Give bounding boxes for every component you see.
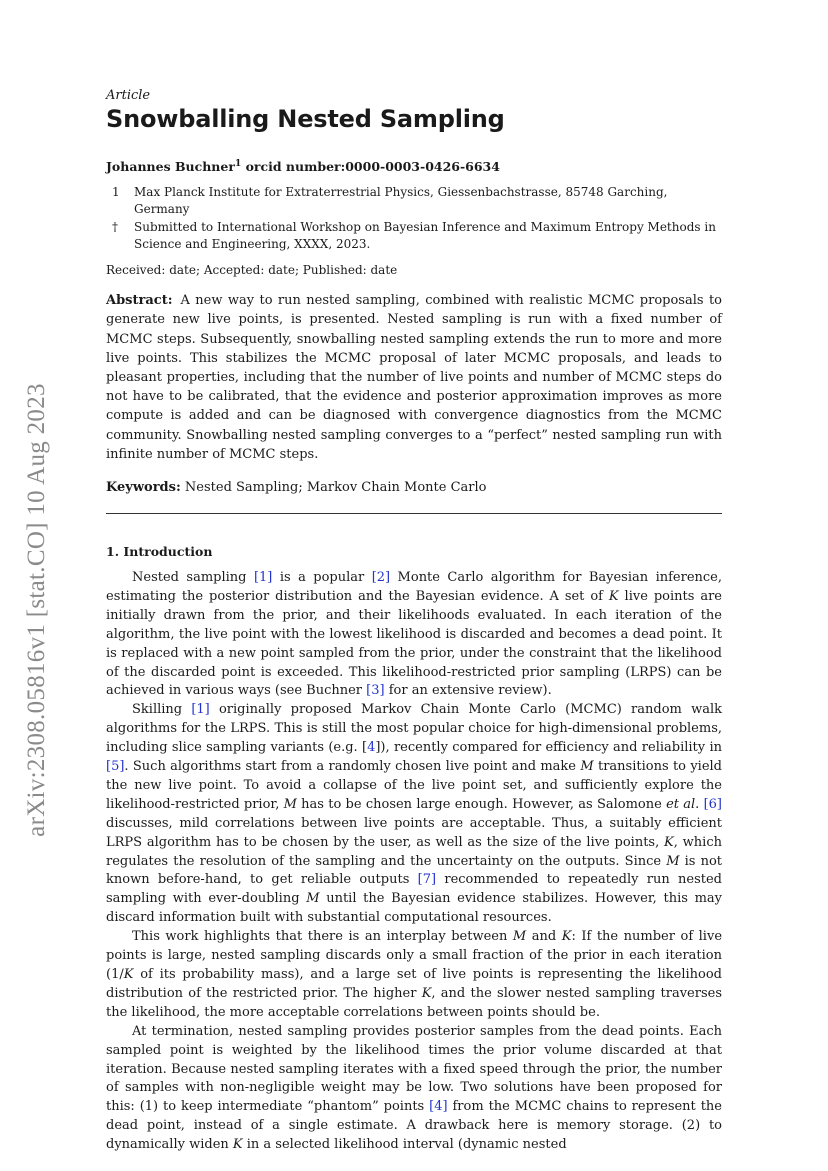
citation-link[interactable]: 4: [367, 740, 376, 756]
affiliation-text: Max Planck Institute for Extraterrestrial Physics, Giessenbachstrasse, 85748 Garching, Germany: [134, 185, 668, 217]
keywords-text: Nested Sampling; Markov Chain Monte Carlo: [184, 479, 487, 495]
math-var: K: [421, 985, 432, 1001]
paper-title: Snowballing Nested Sampling: [106, 105, 505, 133]
arxiv-side-stamp: [14, 355, 60, 865]
citation-link[interactable]: [4]: [429, 1099, 448, 1115]
math-var: M: [580, 759, 594, 775]
citation-link[interactable]: [1]: [253, 569, 273, 585]
intro-paragraph-2: Skilling [1] originally proposed Markov Chain Monte Carlo (MCMC) random walk algorithms for the LRPS. This is still the most popular choice for high-dimensional problems, including slice sampling variants (e.g. [4]), recently compared for efficiency and reliability in [5]. Such algorithms start from a randomly chosen live point and make M transitions to yield the new live point. To avoid a collapse of the live point set, and sufficiently explore the likelihood-restricted prior, M has to be chosen large enough. However, as Salomone et al. [6] discusses, mild correlations between live points are acceptable. Thus, a suitably efficient LRPS algorithm has to be chosen by the user, as well as the size of the live points, K, which regulates the resolution of the sampling and the uncertainty on the outputs. Since M is not known before-hand, to get reliable outputs [7] recommended to repeatedly run nested sampling with ever-doubling M until the Bayesian evidence stabilizes. However, this may discard information built with substantial computational resources.: [106, 702, 723, 926]
math-var: K: [561, 929, 572, 945]
header-divider: [106, 513, 722, 514]
paper-page: [106, 88, 722, 1155]
math-var: K: [664, 834, 674, 850]
section-heading: 1. Introduction: [106, 543, 213, 559]
intro-paragraph-4: At termination, nested sampling provides posterior samples from the dead points. Each sampled point is weighted by the likelihood times the prior volume discarded at that iteration. Because nested sampling iterates with a fixed speed through the prior, the number of samples with non-negligible weight may be low. Two solutions have been proposed for this: (1) to keep intermediate “phantom” points [4] from the MCMC chains to represent the dead point, instead of a single estimate. A drawback here is memory storage. (2) to dynamically widen K in a selected likelihood interval (dynamic nested: [106, 1023, 722, 1153]
abstract-text: A new way to run nested sampling, combined with realistic MCMC proposals to generate new live points, is presented. Nested sampling is run with a fixed number of MCMC steps. Subsequently, snowballing nested sampling extends the run to more and more live points. This stabilizes the MCMC proposal of later MCMC proposals, and leads to pleasant properties, including that the number of live points and number of MCMC steps do not have to be calibrated, that the evidence and posterior approximation improves as more compute is added and can be diagnosed with convergence diagnostics from the MCMC community. Snowballing nested sampling converges to a “perfect” nested sampling run with infinite number of MCMC steps.: [106, 293, 722, 462]
author-name: Johannes Buchner: [106, 159, 235, 175]
author-orcid: orcid number:0000-0003-0426-6634: [245, 159, 500, 175]
math-var: M: [666, 853, 680, 869]
citation-link[interactable]: [6]: [703, 796, 723, 812]
citation-link[interactable]: [5]: [106, 759, 125, 775]
abstract-label: Abstract:: [106, 293, 173, 309]
affiliation-1: [106, 184, 722, 218]
keywords-label: Keywords:: [106, 479, 181, 495]
affiliation-mark: 1: [112, 185, 120, 200]
et-al: et al.: [666, 796, 700, 812]
doc-type-label: Article: [106, 88, 151, 103]
citation-link[interactable]: [3]: [366, 683, 385, 699]
citation-link[interactable]: [1]: [191, 702, 210, 718]
citation-link[interactable]: [2]: [371, 569, 391, 585]
math-var: M: [512, 929, 527, 945]
intro-paragraph-3: This work highlights that there is an interplay between M and K: If the number of live points is large, nested sampling discards only a small fraction of the prior in each iteration (1/K of its probability mass), and a large set of live points is representing the likelihood distribution of the restricted prior. The higher K, and the slower nested sampling traverses the likelihood, the more acceptable correlations between points should be.: [106, 929, 723, 1020]
math-var: K: [232, 1137, 243, 1153]
author-affil-sup: 1: [234, 159, 242, 169]
math-var: M: [283, 796, 297, 812]
math-var: K: [123, 967, 134, 983]
citation-link[interactable]: [7]: [417, 872, 437, 888]
abstract: [106, 291, 722, 464]
keywords: [106, 480, 722, 495]
math-var: M: [306, 891, 320, 907]
author-line: [106, 159, 722, 174]
math-var: K: [608, 588, 619, 604]
arxiv-identifier: arXiv:2308.05816v1 [stat.CO] 10 Aug 2023: [23, 383, 50, 837]
intro-paragraph-1: Nested sampling [1] is a popular [2] Monte Carlo algorithm for Bayesian inference, estimating the posterior distribution and the Bayesian evidence. A set of K live points are initially drawn from the prior, and their likelihoods evaluated. In each iteration of the algorithm, the live point with the lowest likelihood is discarded and becomes a dead point. It is replaced with a new point sampled from the prior, under the constraint that the likelihood of the discarded point is exceeded. This likelihood-restricted prior sampling (LRPS) can be achieved in various ways (see Buchner [3] for an extensive review).: [106, 569, 722, 699]
affiliation-2: [106, 219, 722, 253]
affiliation-text: Submitted to International Workshop on Bayesian Inference and Maximum Entropy Methods in Science and Engineering, XXXX, 2023.: [134, 220, 716, 252]
affiliation-mark: †: [112, 220, 118, 235]
received-dates: Received: date; Accepted: date; Published: date: [106, 263, 398, 278]
